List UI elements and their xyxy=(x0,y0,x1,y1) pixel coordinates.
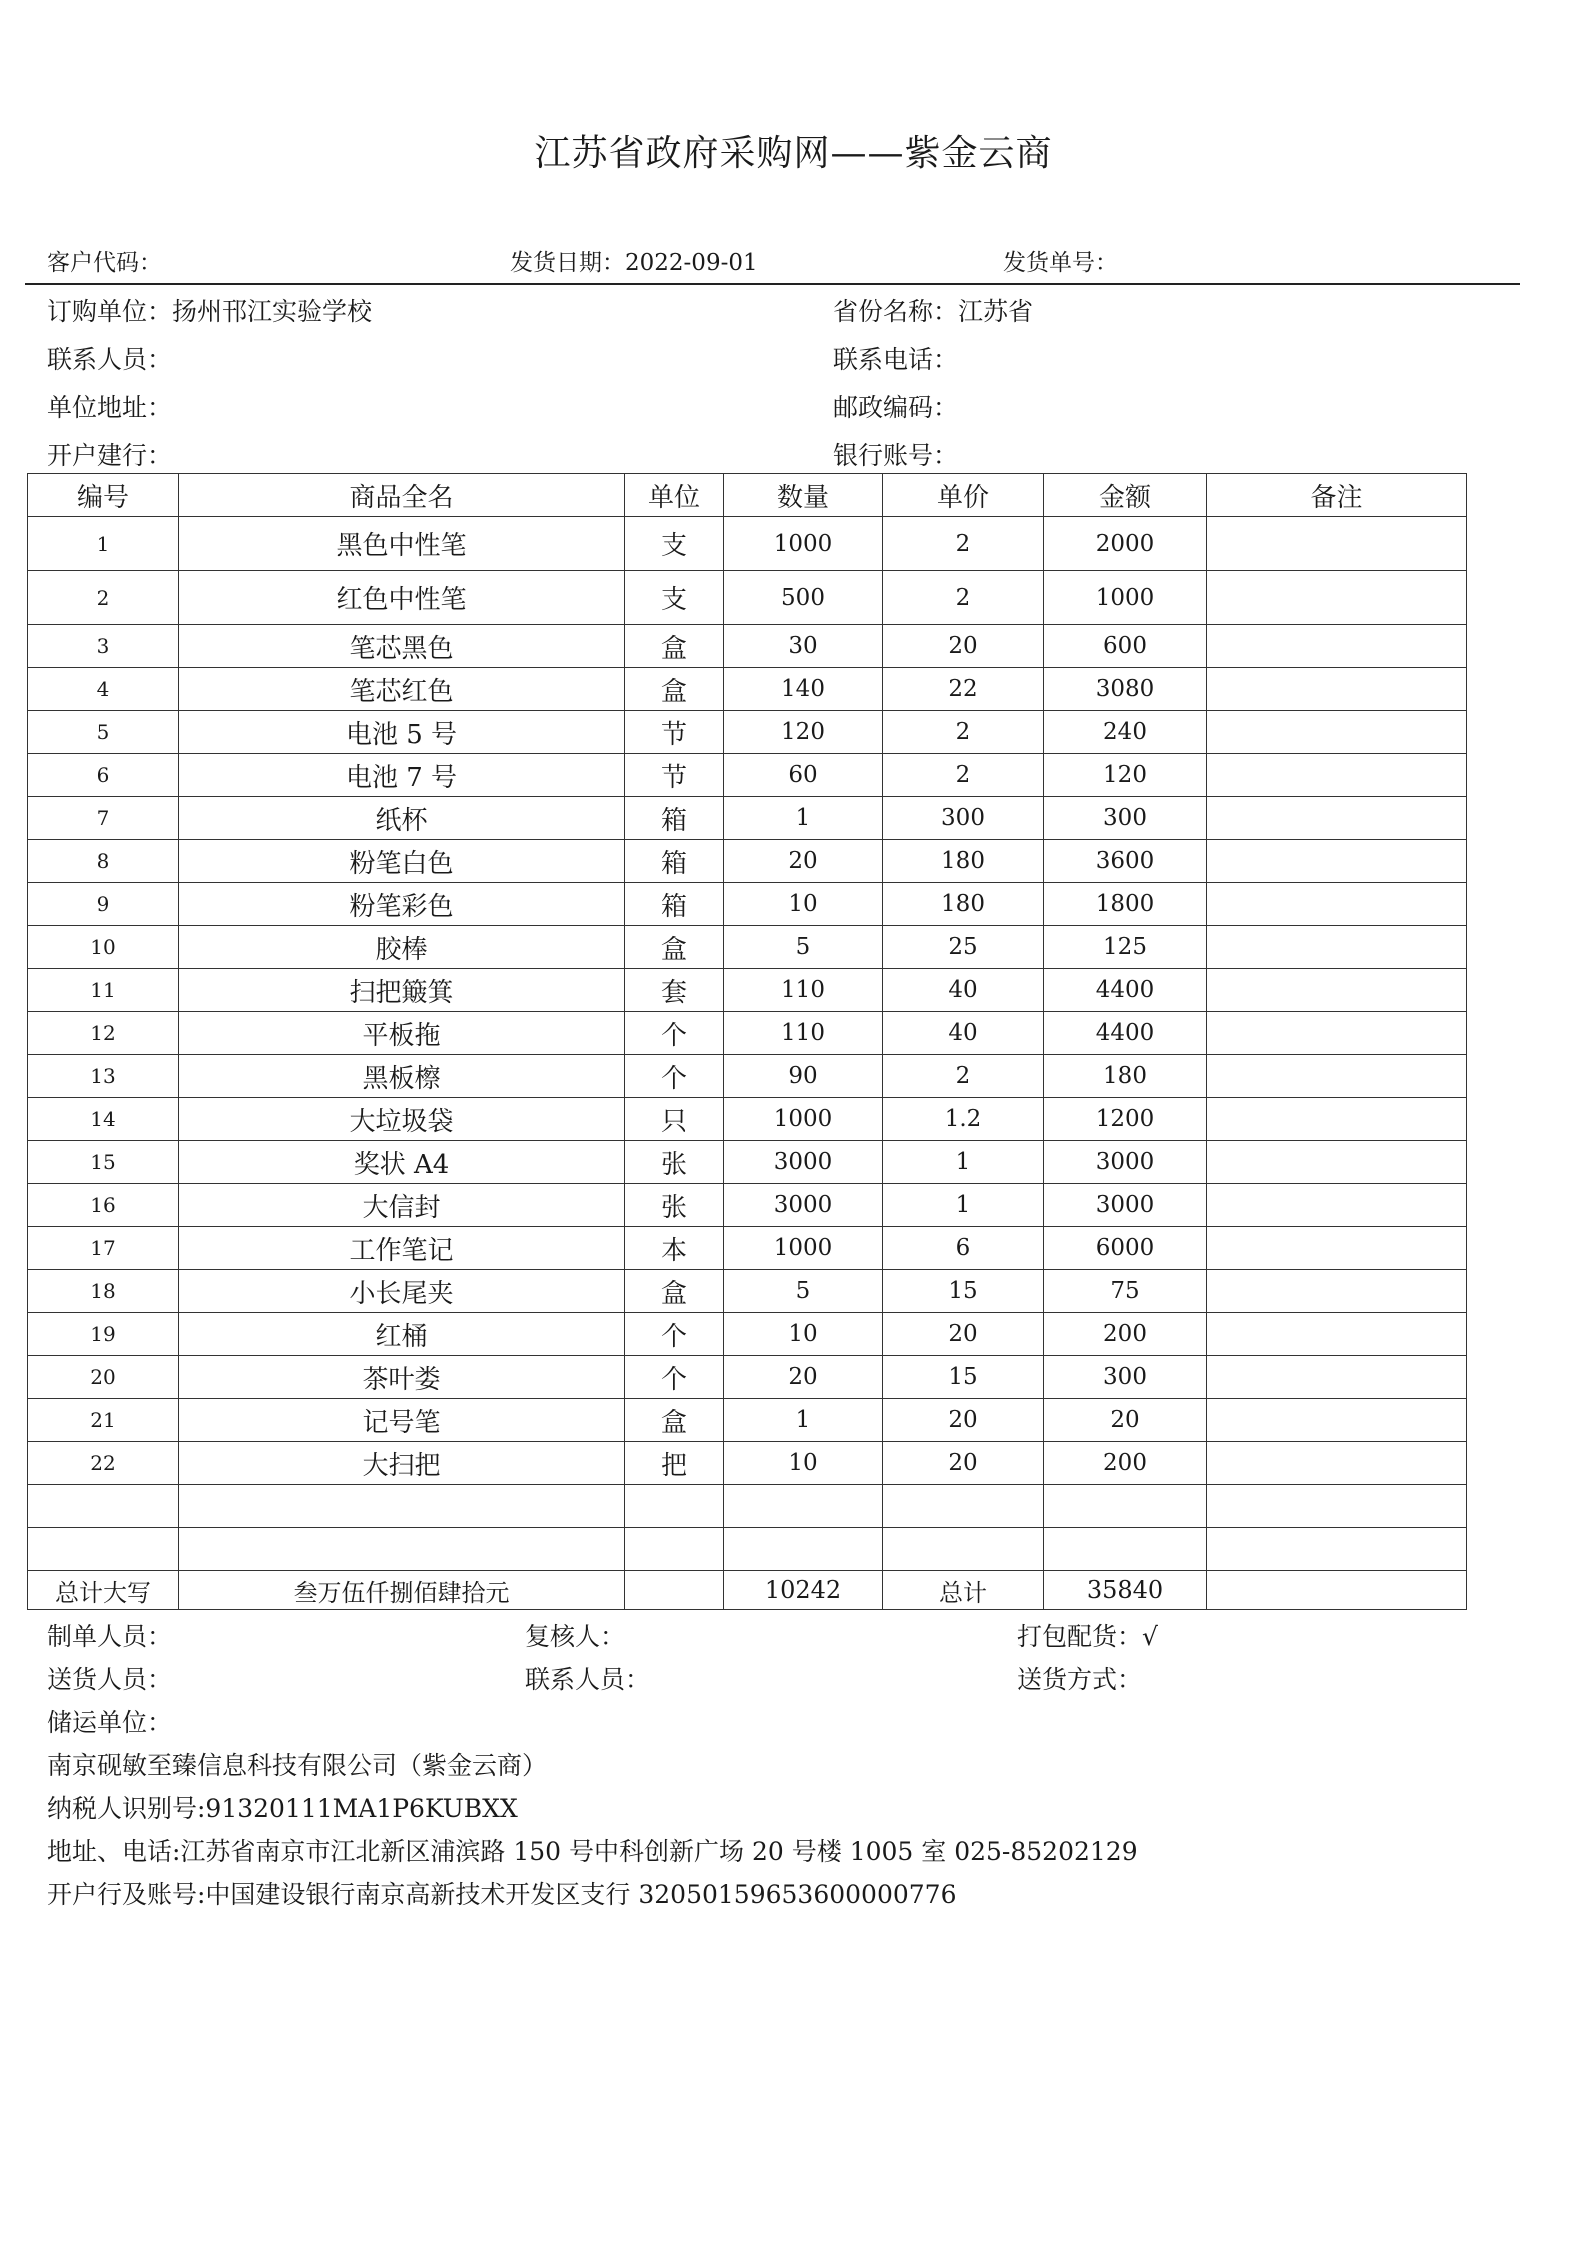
contact-person-field: 联系人员： xyxy=(525,1665,651,1694)
item-no: 17 xyxy=(28,1227,179,1270)
item-name: 纸杯 xyxy=(179,797,625,840)
item-no: 7 xyxy=(28,797,179,840)
item-remark xyxy=(1207,1055,1467,1098)
item-remark xyxy=(1207,1356,1467,1399)
item-no: 12 xyxy=(28,1012,179,1055)
empty-cell xyxy=(1044,1485,1207,1528)
company-address: 地址、电话:江苏省南京市江北新区浦滨路 150 号中科创新广场 20 号楼 1005 室 025-85202129 xyxy=(47,1837,1138,1866)
item-quantity: 5 xyxy=(724,1270,883,1313)
item-price: 22 xyxy=(883,668,1044,711)
item-amount: 1200 xyxy=(1044,1098,1207,1141)
item-amount: 200 xyxy=(1044,1442,1207,1485)
phone-field: 联系电话： xyxy=(833,345,959,374)
item-unit: 节 xyxy=(625,711,724,754)
table-row xyxy=(28,1098,1467,1141)
table-row xyxy=(28,797,1467,840)
total-quantity: 10242 xyxy=(724,1571,883,1610)
item-no: 4 xyxy=(28,668,179,711)
item-amount: 180 xyxy=(1044,1055,1207,1098)
item-amount: 240 xyxy=(1044,711,1207,754)
item-no: 5 xyxy=(28,711,179,754)
reviewer-field: 复核人： xyxy=(525,1622,626,1651)
column-header: 编号 xyxy=(28,474,179,517)
item-name: 茶叶娄 xyxy=(179,1356,625,1399)
total-amount-words: 叁万伍仟捌佰肆拾元 xyxy=(179,1571,625,1610)
item-no: 3 xyxy=(28,625,179,668)
item-amount: 120 xyxy=(1044,754,1207,797)
item-no: 15 xyxy=(28,1141,179,1184)
empty-row xyxy=(28,1485,1467,1528)
item-amount: 20 xyxy=(1044,1399,1207,1442)
item-name: 红桶 xyxy=(179,1313,625,1356)
table-row xyxy=(28,1184,1467,1227)
item-remark xyxy=(1207,1313,1467,1356)
table-row xyxy=(28,1313,1467,1356)
postcode-field: 邮政编码： xyxy=(833,393,959,422)
column-header: 数量 xyxy=(724,474,883,517)
empty-cell xyxy=(724,1485,883,1528)
item-unit: 个 xyxy=(625,1356,724,1399)
item-price: 2 xyxy=(883,711,1044,754)
ship-date-label: 发货日期：2022-09-01 xyxy=(510,250,758,276)
item-price: 2 xyxy=(883,571,1044,625)
item-amount: 1000 xyxy=(1044,571,1207,625)
total-sum: 35840 xyxy=(1044,1571,1207,1610)
item-price: 15 xyxy=(883,1270,1044,1313)
item-quantity: 1000 xyxy=(724,517,883,571)
item-price: 25 xyxy=(883,926,1044,969)
item-quantity: 3000 xyxy=(724,1141,883,1184)
table-row xyxy=(28,517,1467,571)
item-price: 180 xyxy=(883,840,1044,883)
table-row xyxy=(28,754,1467,797)
item-amount: 200 xyxy=(1044,1313,1207,1356)
item-remark xyxy=(1207,1141,1467,1184)
table-row xyxy=(28,969,1467,1012)
item-name: 红色中性笔 xyxy=(179,571,625,625)
item-price: 300 xyxy=(883,797,1044,840)
item-remark xyxy=(1207,668,1467,711)
item-amount: 4400 xyxy=(1044,969,1207,1012)
item-quantity: 500 xyxy=(724,571,883,625)
item-name: 笔芯黑色 xyxy=(179,625,625,668)
item-name: 粉笔彩色 xyxy=(179,883,625,926)
table-row xyxy=(28,1227,1467,1270)
item-quantity: 1 xyxy=(724,797,883,840)
table-row xyxy=(28,1399,1467,1442)
column-header: 金额 xyxy=(1044,474,1207,517)
contact-field: 联系人员： xyxy=(47,345,173,374)
item-remark xyxy=(1207,883,1467,926)
table-row xyxy=(28,840,1467,883)
item-quantity: 10 xyxy=(724,1442,883,1485)
column-header: 商品全名 xyxy=(179,474,625,517)
table-row xyxy=(28,1012,1467,1055)
item-amount: 1800 xyxy=(1044,883,1207,926)
table-row xyxy=(28,1055,1467,1098)
item-price: 2 xyxy=(883,1055,1044,1098)
item-remark xyxy=(1207,1399,1467,1442)
item-amount: 4400 xyxy=(1044,1012,1207,1055)
item-quantity: 110 xyxy=(724,1012,883,1055)
item-unit: 支 xyxy=(625,517,724,571)
item-name: 黑板檫 xyxy=(179,1055,625,1098)
item-quantity: 1000 xyxy=(724,1227,883,1270)
item-quantity: 5 xyxy=(724,926,883,969)
item-no: 14 xyxy=(28,1098,179,1141)
total-sum-label: 总计 xyxy=(883,1571,1044,1610)
bank-field: 开户建行： xyxy=(47,441,173,470)
item-amount: 125 xyxy=(1044,926,1207,969)
item-unit: 盒 xyxy=(625,1270,724,1313)
item-price: 20 xyxy=(883,1313,1044,1356)
total-row xyxy=(28,1571,1467,1610)
item-no: 16 xyxy=(28,1184,179,1227)
item-unit: 箱 xyxy=(625,883,724,926)
delivery-person-field: 送货人员： xyxy=(47,1665,173,1694)
item-no: 8 xyxy=(28,840,179,883)
item-unit: 把 xyxy=(625,1442,724,1485)
item-amount: 3600 xyxy=(1044,840,1207,883)
item-unit: 盒 xyxy=(625,926,724,969)
item-name: 胶棒 xyxy=(179,926,625,969)
item-amount: 6000 xyxy=(1044,1227,1207,1270)
item-remark xyxy=(1207,840,1467,883)
item-quantity: 3000 xyxy=(724,1184,883,1227)
table-row xyxy=(28,668,1467,711)
item-amount: 600 xyxy=(1044,625,1207,668)
item-unit: 个 xyxy=(625,1313,724,1356)
item-amount: 75 xyxy=(1044,1270,1207,1313)
item-remark xyxy=(1207,1012,1467,1055)
empty-cell xyxy=(179,1485,625,1528)
item-no: 2 xyxy=(28,571,179,625)
empty-cell xyxy=(883,1528,1044,1571)
item-remark xyxy=(1207,754,1467,797)
item-name: 粉笔白色 xyxy=(179,840,625,883)
item-quantity: 120 xyxy=(724,711,883,754)
preparer-field: 制单人员： xyxy=(47,1622,173,1651)
storage-field: 储运单位： xyxy=(47,1708,173,1737)
item-price: 20 xyxy=(883,625,1044,668)
item-no: 13 xyxy=(28,1055,179,1098)
total-empty-cell xyxy=(1207,1571,1467,1610)
item-remark xyxy=(1207,926,1467,969)
item-remark xyxy=(1207,1227,1467,1270)
table-row xyxy=(28,1442,1467,1485)
item-remark xyxy=(1207,1184,1467,1227)
table-row xyxy=(28,1270,1467,1313)
column-header: 单价 xyxy=(883,474,1044,517)
item-remark xyxy=(1207,1442,1467,1485)
item-remark xyxy=(1207,517,1467,571)
table-row xyxy=(28,1356,1467,1399)
ship-no-label: 发货单号： xyxy=(1003,250,1118,276)
empty-cell xyxy=(1044,1528,1207,1571)
item-price: 1 xyxy=(883,1184,1044,1227)
item-quantity: 1 xyxy=(724,1399,883,1442)
item-quantity: 20 xyxy=(724,840,883,883)
item-remark xyxy=(1207,1270,1467,1313)
item-price: 180 xyxy=(883,883,1044,926)
item-quantity: 20 xyxy=(724,1356,883,1399)
customer-code-label: 客户代码： xyxy=(47,250,162,276)
item-no: 18 xyxy=(28,1270,179,1313)
item-amount: 3000 xyxy=(1044,1141,1207,1184)
item-price: 20 xyxy=(883,1442,1044,1485)
item-unit: 本 xyxy=(625,1227,724,1270)
item-quantity: 30 xyxy=(724,625,883,668)
province-field: 省份名称：江苏省 xyxy=(833,297,1034,326)
item-quantity: 10 xyxy=(724,1313,883,1356)
item-no: 21 xyxy=(28,1399,179,1442)
column-header: 备注 xyxy=(1207,474,1467,517)
item-no: 22 xyxy=(28,1442,179,1485)
item-name: 平板拖 xyxy=(179,1012,625,1055)
item-quantity: 10 xyxy=(724,883,883,926)
item-price: 15 xyxy=(883,1356,1044,1399)
item-price: 1.2 xyxy=(883,1098,1044,1141)
item-quantity: 1000 xyxy=(724,1098,883,1141)
buyer-field: 订购单位：扬州邗江实验学校 xyxy=(47,297,373,326)
item-quantity: 110 xyxy=(724,969,883,1012)
item-quantity: 60 xyxy=(724,754,883,797)
table-row xyxy=(28,1141,1467,1184)
item-price: 1 xyxy=(883,1141,1044,1184)
item-remark xyxy=(1207,969,1467,1012)
item-remark xyxy=(1207,571,1467,625)
item-remark xyxy=(1207,797,1467,840)
table-row xyxy=(28,571,1467,625)
item-name: 记号笔 xyxy=(179,1399,625,1442)
document-title: 江苏省政府采购网——紫金云商 xyxy=(534,133,1053,174)
item-unit: 只 xyxy=(625,1098,724,1141)
item-no: 6 xyxy=(28,754,179,797)
item-name: 小长尾夹 xyxy=(179,1270,625,1313)
delivery-method-field: 送货方式： xyxy=(1017,1665,1143,1694)
company-tax-id: 纳税人识别号:91320111MA1P6KUBXX xyxy=(47,1794,518,1823)
items-table xyxy=(27,473,1467,1610)
item-no: 11 xyxy=(28,969,179,1012)
address-field: 单位地址： xyxy=(47,393,173,422)
table-row xyxy=(28,625,1467,668)
company-bank: 开户行及账号:中国建设银行南京高新技术开发区支行 32050159653600000776 xyxy=(47,1880,957,1909)
item-price: 2 xyxy=(883,517,1044,571)
item-unit: 箱 xyxy=(625,840,724,883)
item-name: 工作笔记 xyxy=(179,1227,625,1270)
item-price: 40 xyxy=(883,1012,1044,1055)
empty-cell xyxy=(1207,1528,1467,1571)
item-unit: 张 xyxy=(625,1141,724,1184)
item-name: 电池 5 号 xyxy=(179,711,625,754)
empty-cell xyxy=(883,1485,1044,1528)
item-unit: 个 xyxy=(625,1055,724,1098)
empty-cell xyxy=(179,1528,625,1571)
item-amount: 2000 xyxy=(1044,517,1207,571)
empty-row xyxy=(28,1528,1467,1571)
item-unit: 盒 xyxy=(625,1399,724,1442)
item-unit: 套 xyxy=(625,969,724,1012)
item-price: 2 xyxy=(883,754,1044,797)
item-name: 扫把簸箕 xyxy=(179,969,625,1012)
item-amount: 3080 xyxy=(1044,668,1207,711)
empty-cell xyxy=(625,1528,724,1571)
item-unit: 支 xyxy=(625,571,724,625)
item-no: 9 xyxy=(28,883,179,926)
item-unit: 箱 xyxy=(625,797,724,840)
item-amount: 300 xyxy=(1044,797,1207,840)
account-field: 银行账号： xyxy=(833,441,959,470)
empty-cell xyxy=(28,1528,179,1571)
item-quantity: 140 xyxy=(724,668,883,711)
item-no: 20 xyxy=(28,1356,179,1399)
item-name: 大垃圾袋 xyxy=(179,1098,625,1141)
table-row xyxy=(28,711,1467,754)
empty-cell xyxy=(1207,1485,1467,1528)
item-unit: 个 xyxy=(625,1012,724,1055)
item-unit: 张 xyxy=(625,1184,724,1227)
item-name: 电池 7 号 xyxy=(179,754,625,797)
empty-cell xyxy=(724,1528,883,1571)
item-name: 奖状 A4 xyxy=(179,1141,625,1184)
item-unit: 盒 xyxy=(625,668,724,711)
empty-cell xyxy=(625,1485,724,1528)
item-no: 19 xyxy=(28,1313,179,1356)
empty-cell xyxy=(28,1485,179,1528)
item-amount: 300 xyxy=(1044,1356,1207,1399)
packing-field: 打包配货：√ xyxy=(1017,1622,1158,1651)
header-divider xyxy=(25,283,1520,285)
item-no: 1 xyxy=(28,517,179,571)
total-empty-cell xyxy=(625,1571,724,1610)
item-no: 10 xyxy=(28,926,179,969)
item-unit: 节 xyxy=(625,754,724,797)
item-quantity: 90 xyxy=(724,1055,883,1098)
item-price: 40 xyxy=(883,969,1044,1012)
item-remark xyxy=(1207,625,1467,668)
table-header-row xyxy=(28,474,1467,517)
company-name: 南京砚敏至臻信息科技有限公司（紫金云商） xyxy=(47,1751,548,1780)
table-row xyxy=(28,883,1467,926)
item-remark xyxy=(1207,711,1467,754)
column-header: 单位 xyxy=(625,474,724,517)
item-name: 黑色中性笔 xyxy=(179,517,625,571)
item-name: 大信封 xyxy=(179,1184,625,1227)
table-row xyxy=(28,926,1467,969)
item-remark xyxy=(1207,1098,1467,1141)
item-price: 20 xyxy=(883,1399,1044,1442)
item-price: 6 xyxy=(883,1227,1044,1270)
item-name: 笔芯红色 xyxy=(179,668,625,711)
item-name: 大扫把 xyxy=(179,1442,625,1485)
total-label: 总计大写 xyxy=(28,1571,179,1610)
item-unit: 盒 xyxy=(625,625,724,668)
item-amount: 3000 xyxy=(1044,1184,1207,1227)
